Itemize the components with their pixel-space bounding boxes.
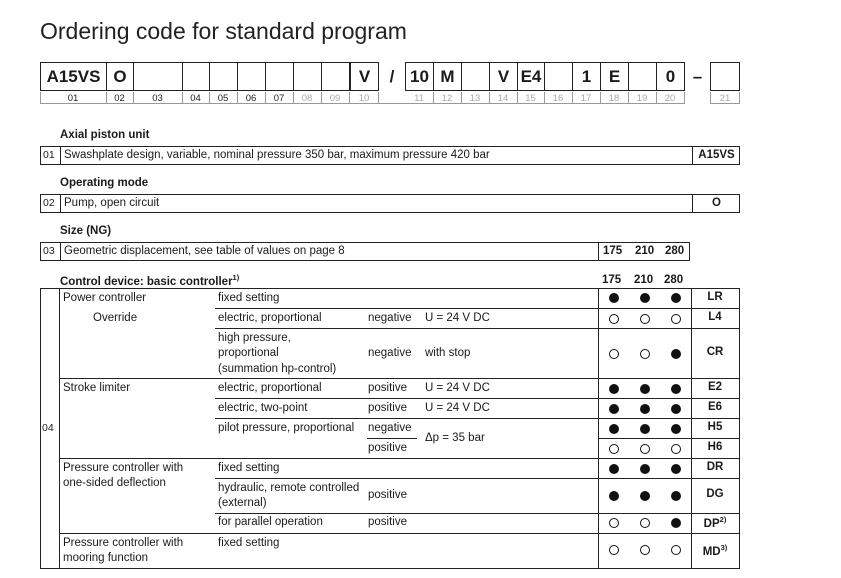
open-circle-icon [640, 545, 650, 555]
row-number: 02 [43, 197, 55, 209]
section-heading-axial: Axial piston unit [60, 129, 150, 141]
row-number: 03 [43, 245, 55, 257]
filled-dot-icon [671, 518, 681, 528]
filled-dot-icon [609, 293, 619, 303]
code-box-12: M [433, 62, 462, 91]
section-heading-mode: Operating mode [60, 177, 149, 189]
label-positive: positive [368, 402, 407, 414]
position-number: 05 [209, 92, 238, 104]
label-fixed-setting: fixed setting [218, 462, 280, 474]
filled-dot-icon [640, 491, 650, 501]
label-external: (external) [218, 497, 267, 509]
filled-dot-icon [609, 464, 619, 474]
code-box-17: 1 [572, 62, 601, 91]
position-number: 07 [265, 92, 294, 104]
code-e6: E6 [707, 401, 723, 413]
label-stroke-limiter: Stroke limiter [63, 382, 131, 394]
row-description: Pump, open circuit [64, 197, 160, 209]
open-circle-icon [609, 545, 619, 555]
label-voltage: U = 24 V DC [425, 402, 490, 414]
code-box-10: V [350, 62, 379, 91]
position-number: 21 [710, 92, 740, 104]
position-number: 18 [600, 92, 629, 104]
code-box-15: E4 [517, 62, 545, 91]
filled-dot-icon [609, 491, 619, 501]
code-box-08 [293, 62, 322, 91]
axial-row [40, 146, 740, 165]
row-code: A15VS [698, 149, 735, 161]
label-high-pressure: high pressure, [218, 332, 291, 344]
filled-dot-icon [671, 424, 681, 434]
row-code: O [712, 197, 721, 209]
open-circle-icon [609, 349, 619, 359]
size-280: 280 [665, 245, 685, 257]
label-one-sided: one-sided deflection [63, 477, 166, 489]
filled-dot-icon [640, 384, 650, 394]
filled-dot-icon [671, 293, 681, 303]
code-box-16 [544, 62, 573, 91]
position-number: 15 [517, 92, 545, 104]
position-number: 12 [433, 92, 462, 104]
position-number: 02 [106, 92, 134, 104]
code-box-20: 0 [656, 62, 685, 91]
label-proportional: proportional [218, 347, 279, 359]
row-number: 04 [42, 422, 54, 434]
label-with-stop: with stop [425, 347, 471, 359]
filled-dot-icon [640, 464, 650, 474]
code-lr: LR [707, 291, 723, 303]
filled-dot-icon [609, 384, 619, 394]
label-mooring: mooring function [63, 552, 149, 564]
label-voltage: U = 24 V DC [425, 382, 490, 394]
filled-dot-icon [609, 404, 619, 414]
code-md: MD$^{3)}$ [702, 543, 728, 558]
label-summation: (summation hp-control) [218, 363, 337, 375]
label-voltage: U = 24 V DC [425, 312, 490, 324]
code-dp: DP$^{2)}$ [703, 515, 727, 530]
open-circle-icon [671, 314, 681, 324]
code-box-11: 10 [405, 62, 434, 91]
code-box-06 [237, 62, 266, 91]
label-parallel: for parallel operation [218, 516, 323, 528]
code-box-19 [628, 62, 657, 91]
position-number: 13 [461, 92, 490, 104]
position-number: 20 [656, 92, 685, 104]
label-negative: negative [368, 312, 412, 324]
open-circle-icon [609, 314, 619, 324]
position-number: 06 [237, 92, 266, 104]
filled-dot-icon [671, 464, 681, 474]
code-box-03 [133, 62, 183, 91]
open-circle-icon [671, 444, 681, 454]
section-heading-control: Control device: basic controller$^{1)}$ [60, 273, 240, 288]
open-circle-icon [640, 444, 650, 454]
code-box-04 [182, 62, 210, 91]
open-circle-icon [609, 444, 619, 454]
label-electric-two-point: electric, two-point [218, 402, 308, 414]
code-dg: DG [706, 488, 724, 500]
position-number: 19 [628, 92, 657, 104]
open-circle-icon [640, 518, 650, 528]
label-electric-proportional: electric, proportional [218, 382, 322, 394]
code-box-13 [461, 62, 490, 91]
size-280: 280 [664, 274, 684, 286]
label-pressure-controller: Pressure controller with [63, 537, 184, 549]
label-positive: positive [368, 382, 407, 394]
open-circle-icon [640, 314, 650, 324]
code-h6: H6 [707, 441, 723, 453]
position-number: 11 [405, 92, 434, 104]
position-number: 10 [350, 92, 379, 104]
filled-dot-icon [671, 404, 681, 414]
code-box-07 [265, 62, 294, 91]
label-negative: negative [368, 422, 412, 434]
row-description: Swashplate design, variable, nominal pressure 350 bar, maximum pressure 420 bar [64, 149, 490, 161]
position-number: 03 [133, 92, 183, 104]
label-negative: negative [368, 347, 412, 359]
code-dr: DR [706, 461, 724, 473]
label-power-controller: Power controller [63, 292, 147, 304]
label-fixed-setting: fixed setting [218, 537, 280, 549]
row-description: Geometric displacement, see table of values on page 8 [64, 245, 345, 257]
position-number: 16 [544, 92, 573, 104]
position-number: 08 [293, 92, 322, 104]
label-positive: positive [368, 489, 407, 501]
code-box-14: V [489, 62, 518, 91]
filled-dot-icon [671, 384, 681, 394]
open-circle-icon [671, 545, 681, 555]
code-separator-slash: / [389, 66, 395, 86]
row-number: 01 [43, 149, 55, 161]
size-175: 175 [602, 274, 622, 286]
code-box-01: A15VS [40, 62, 107, 91]
code-box-09 [321, 62, 350, 91]
label-pilot-pressure: pilot pressure, proportional [218, 422, 355, 434]
code-box-21 [710, 62, 740, 91]
code-cr: CR [706, 346, 724, 358]
label-electric-proportional: electric, proportional [218, 312, 322, 324]
code-l4: L4 [708, 311, 722, 323]
filled-dot-icon [671, 349, 681, 359]
position-number: 14 [489, 92, 518, 104]
label-positive: positive [368, 442, 407, 454]
filled-dot-icon [609, 424, 619, 434]
label-fixed-setting: fixed setting [218, 292, 280, 304]
filled-dot-icon [671, 491, 681, 501]
size-210: 210 [634, 274, 654, 286]
filled-dot-icon [640, 404, 650, 414]
open-circle-icon [640, 349, 650, 359]
code-e2: E2 [707, 381, 723, 393]
position-number: 17 [572, 92, 601, 104]
position-number: 09 [321, 92, 350, 104]
page-title: Ordering code for standard program [40, 18, 407, 44]
position-number: 04 [182, 92, 210, 104]
mode-row [40, 194, 740, 213]
filled-dot-icon [640, 424, 650, 434]
size-175: 175 [603, 245, 623, 257]
label-hydraulic: hydraulic, remote controlled [218, 482, 360, 494]
position-number: 01 [40, 92, 107, 104]
label-positive: positive [368, 516, 407, 528]
code-box-02: O [106, 62, 134, 91]
label-delta-p: Δp = 35 bar [425, 432, 485, 444]
size-row [40, 242, 690, 261]
size-210: 210 [635, 245, 655, 257]
label-pressure-controller: Pressure controller with [63, 462, 184, 474]
code-box-05 [209, 62, 238, 91]
open-circle-icon [609, 518, 619, 528]
section-heading-size: Size (NG) [60, 225, 112, 237]
code-box-18: E [600, 62, 629, 91]
code-h5: H5 [707, 421, 723, 433]
label-override: Override [93, 312, 138, 324]
code-separator-dash: – [692, 66, 703, 86]
filled-dot-icon [640, 293, 650, 303]
